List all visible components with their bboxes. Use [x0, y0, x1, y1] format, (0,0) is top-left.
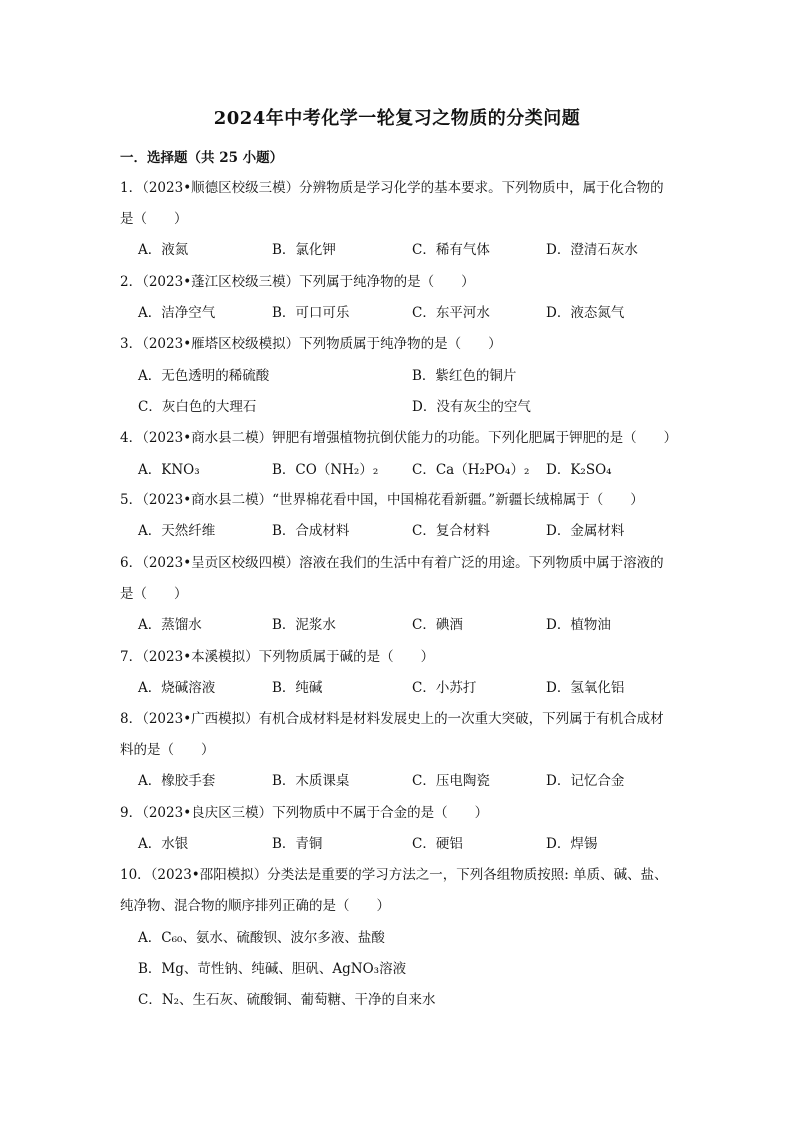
section-heading: 一．选择题（共 25 小题） [120, 150, 284, 166]
question-6-option-a: A．蒸馏水 [138, 617, 202, 633]
question-4-stem: 4．（2023•商水县二模）钾肥有增强植物抗倒伏能力的功能。下列化肥属于钾肥的是（ ） [120, 430, 678, 446]
question-1-stem: 1．（2023•顺德区校级三模）分辨物质是学习化学的基本要求。下列物质中，属于化合物的 [120, 180, 664, 196]
question-3-option-d: D．没有灰尘的空气 [412, 399, 531, 415]
question-1-option-b: B．氯化钾 [272, 242, 336, 258]
question-10-option-a: A．C₆₀、氨水、硫酸钡、波尔多液、盐酸 [138, 930, 385, 946]
question-5-option-d: D．金属材料 [546, 523, 625, 539]
question-8-stem-cont: 料的是（ ） [120, 742, 215, 758]
question-6-option-c: C．碘酒 [412, 617, 463, 633]
question-6-stem-cont: 是（ ） [120, 586, 188, 602]
question-10-option-b: B．Mg、苛性钠、纯碱、胆矾、AgNO₃溶液 [138, 961, 407, 977]
question-4-option-c: C．Ca（H₂PO₄）₂ [412, 462, 530, 478]
question-8-option-b: B．木质课桌 [272, 773, 350, 789]
question-5-option-b: B．合成材料 [272, 523, 350, 539]
question-3-stem: 3．（2023•雁塔区校级模拟）下列物质属于纯净物的是（ ） [120, 336, 502, 352]
question-6-option-b: B．泥浆水 [272, 617, 336, 633]
question-2-option-a: A．洁净空气 [138, 305, 216, 321]
question-8-option-c: C．压电陶瓷 [412, 773, 490, 789]
question-7-option-c: C．小苏打 [412, 680, 477, 696]
question-5-option-c: C．复合材料 [412, 523, 490, 539]
question-6-stem: 6．（2023•呈贡区校级四模）溶液在我们的生活中有着广泛的用途。下列物质中属于溶液的 [120, 555, 664, 571]
question-10-stem-cont: 纯净物、混合物的顺序排列正确的是（ ） [120, 898, 390, 914]
question-1-stem-cont: 是（ ） [120, 211, 188, 227]
question-9-option-c: C．硬铝 [412, 836, 463, 852]
question-5-stem: 5．（2023•商水县二模）“世界棉花看中国，中国棉花看新疆。”新疆长绒棉属于（ ） [120, 492, 644, 508]
question-9-option-d: D．焊锡 [546, 836, 598, 852]
question-3-option-b: B．紫红色的铜片 [412, 368, 517, 384]
question-3-option-a: A．无色透明的稀硫酸 [138, 368, 270, 384]
question-9-stem: 9．（2023•良庆区三模）下列物质中不属于合金的是（ ） [120, 805, 489, 821]
question-4-option-d: D．K₂SO₄ [546, 462, 612, 478]
question-1-option-d: D．澄清石灰水 [546, 242, 638, 258]
question-2-option-b: B．可口可乐 [272, 305, 350, 321]
question-7-option-d: D．氢氧化铝 [546, 680, 625, 696]
question-8-option-a: A．橡胶手套 [138, 773, 216, 789]
question-5-option-a: A．天然纤维 [138, 523, 216, 539]
question-2-option-c: C．东平河水 [412, 305, 490, 321]
question-10-option-c: C．N₂、生石灰、硫酸铜、葡萄糖、干净的自来水 [138, 992, 436, 1008]
question-1-option-c: C．稀有气体 [412, 242, 490, 258]
question-2-option-d: D．液态氮气 [546, 305, 625, 321]
question-3-option-c: C．灰白色的大理石 [138, 399, 257, 415]
question-7-option-a: A．烧碱溶液 [138, 680, 216, 696]
question-1-option-a: A．液氮 [138, 242, 189, 258]
question-10-stem: 10．（2023•邵阳模拟）分类法是重要的学习方法之一，下列各组物质按照: 单质、碱、盐、 [120, 867, 668, 883]
question-7-stem: 7．（2023•本溪模拟）下列物质属于碱的是（ ） [120, 649, 435, 665]
question-8-option-d: D．记忆合金 [546, 773, 625, 789]
question-4-option-b: B．CO（NH₂）₂ [272, 462, 379, 478]
question-4-option-a: A．KNO₃ [138, 462, 200, 478]
question-9-option-b: B．青铜 [272, 836, 323, 852]
question-2-stem: 2．（2023•蓬江区校级三模）下列属于纯净物的是（ ） [120, 274, 475, 290]
question-6-option-d: D．植物油 [546, 617, 611, 633]
question-9-option-a: A．水银 [138, 836, 189, 852]
question-8-stem: 8．（2023•广西模拟）有机合成材料是材料发展史上的一次重大突破，下列属于有机合成材 [120, 711, 664, 727]
document-title: 2024年中考化学一轮复习之物质的分类问题 [213, 108, 581, 129]
question-7-option-b: B．纯碱 [272, 680, 323, 696]
